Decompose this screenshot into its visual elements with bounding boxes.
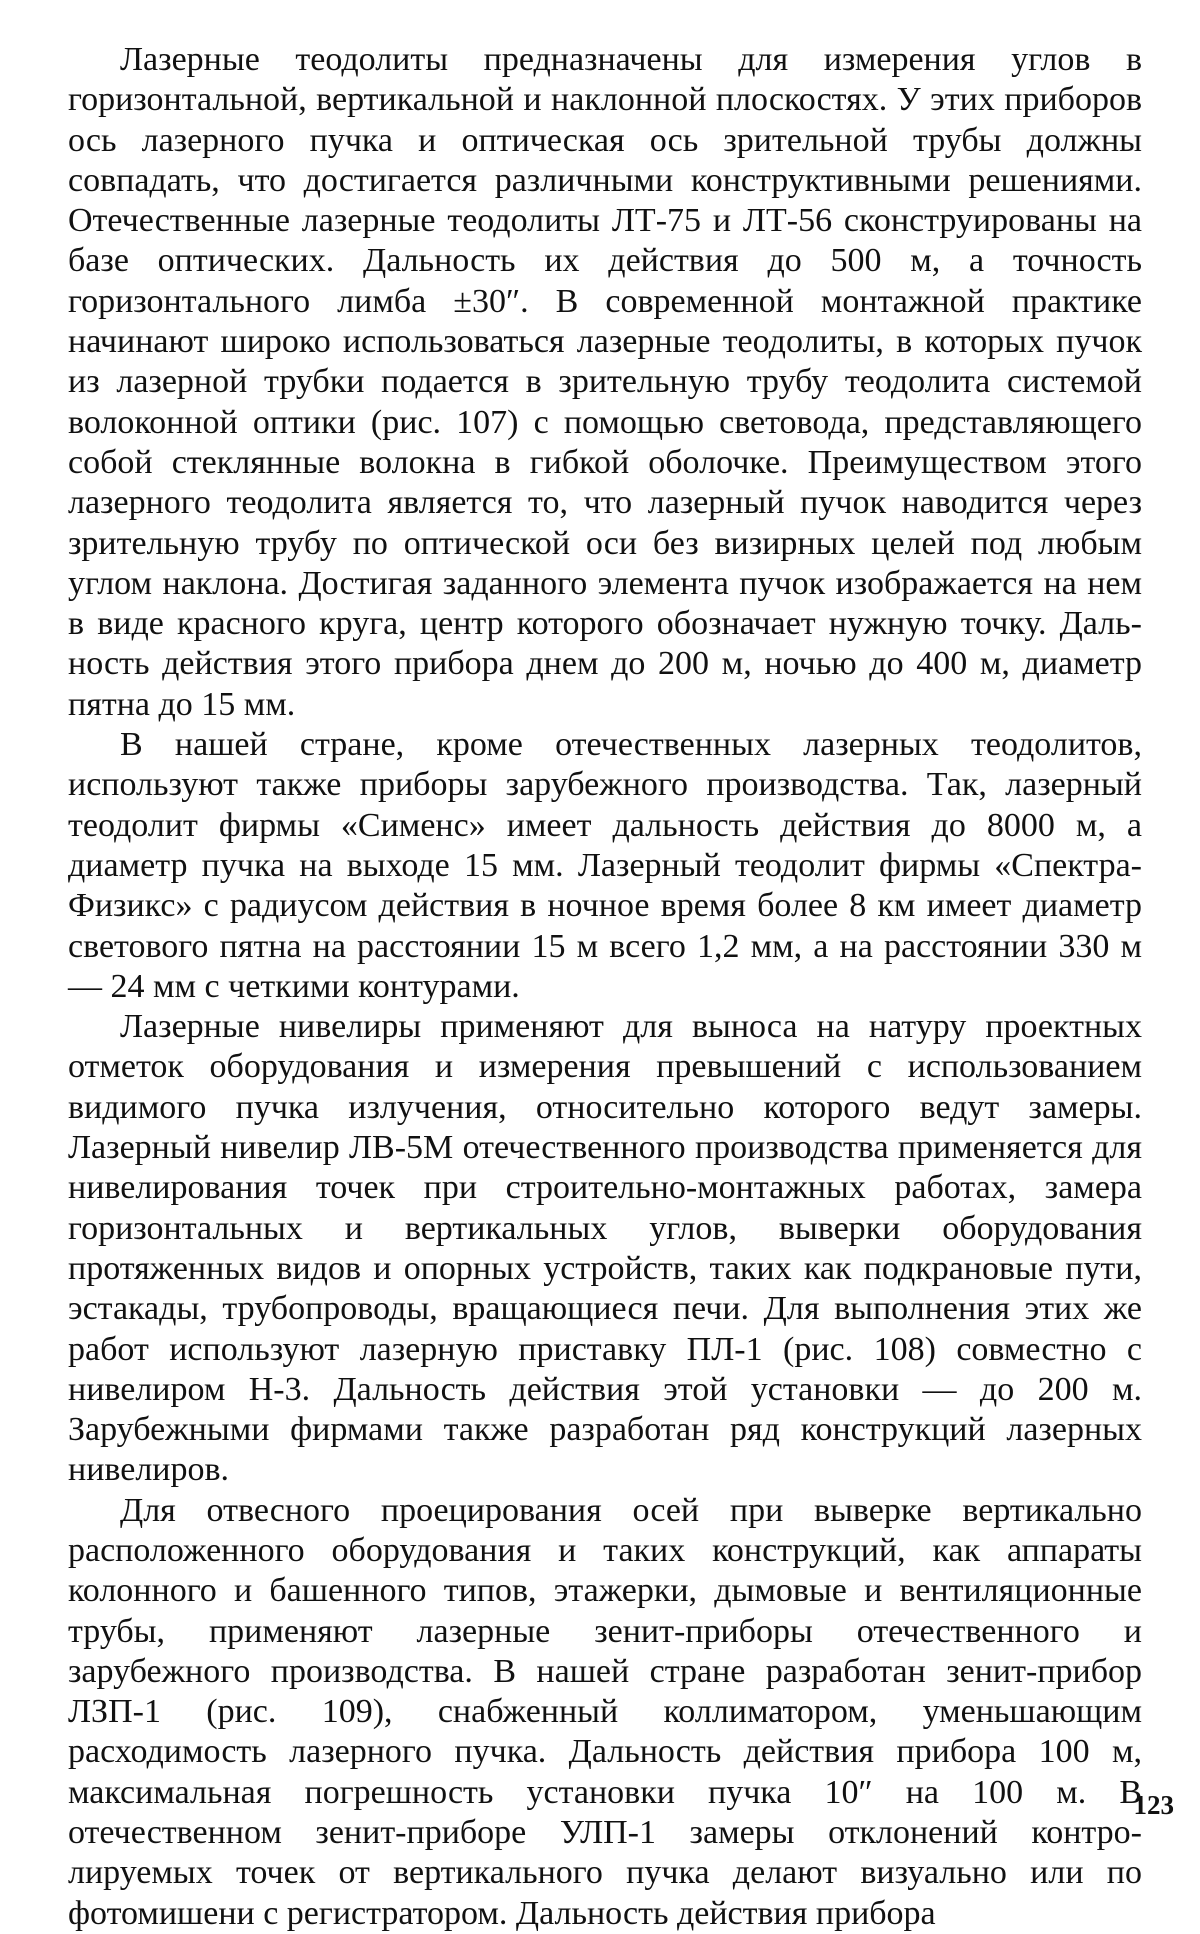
paragraph-laser-levels: Лазерные нивелиры применяют для выноса на натуру проектных отметок оборудования и измерения превышений с использованием видимого пучка излучения, относительно которого ведут замеры. Лазерный нивелир ЛВ-5М отечественного производства применяется для нивелирования точек при строительно-монтажных работах, замера горизонтальных и вертикальных углов, выверки оборудования протяженных видов и опорных устройств, таких как подкрановые пути, эстакады, трубопроводы, вращающиеся печи. Для выполнения этих же работ используют лазерную приставку ПЛ-1 (рис. 108) совместно с нивелиром Н-3. Дальность действия этой установки — до 200 м. Зарубежными фирмами также разработан ряд конструкций лазерных нивелиров. <box>68 1008 1142 1489</box>
paragraph-zenith-instruments: Для отвесного проецирования осей при выверке вертикально расположенного оборудования и таких конструкций, как аппараты колонного и башенного типов, этажерки, дымовые и вентиляционные трубы, применяют лазерные зенит-приборы отечественного и зарубежного производства. В нашей стране разработан зенит-прибор ЛЗП-1 (рис. 109), снабженный коллиматором, уменьшающим расходимость лазерного пучка. Дальность действия прибора 100 м, максимальная погрешность установки пучка 10″ на 100 м. В отечественном зенит-приборе УЛП-1 замеры отклонений контролируемых точек от вертикального пучка делают визуально или по фотомишени с регистратором. Дальность действия прибора <box>68 1491 1142 1932</box>
paragraph-laser-theodolites: Лазерные теодолиты предназначены для измерения углов в горизонтальной, вертикальной и наклонной плоскостях. У этих приборов ось лазерного пучка и оптическая ось зрительной трубы должны совпадать, что достигается различными конструктивными решениями. Отечественные лазерные теодолиты ЛТ-75 и ЛТ-56 сконструированы на базе оптических. Дальность их действия до 500 м, а точность горизонтального лимба ±30″. В современной монтажной практике начинают широко использоваться лазерные теодолиты, в которых пучок из лазерной трубки подается в зрительную трубу теодолита системой волоконной оптики (рис. 107) с помощью световода, представляющего собой стеклянные волокна в гибкой оболочке. Преимуществом этого лазерного теодолита является то, что лазерный пучок наводится через зрительную трубу по оптической оси без визирных целей под любым углом наклона. Достигая заданного элемента пучок изображается на нем в виде красного круга, центр которого обозначает нужную точку. Дальность действия этого прибора днем до 200 м, ночью до 400 м, диаметр пятна до 15 мм. <box>68 41 1142 723</box>
page-number: 123 <box>1133 1790 1174 1820</box>
paragraph-foreign-theodolites: В нашей стране, кроме отечественных лазерных теодолитов, используют также приборы зарубежного производства. Так, лазерный теодолит фирмы «Сименс» имеет дальность действия до 8000 м, а диаметр пучка на выходе 15 мм. Лазерный теодолит фирмы «Спектра-Физикс» с радиусом действия в ночное время более 8 км имеет диаметр светового пятна на расстоянии 15 м всего 1,2 мм, а на расстоянии 330 м — 24 мм с четкими контурами. <box>68 726 1142 1005</box>
book-page <box>68 40 1142 1932</box>
